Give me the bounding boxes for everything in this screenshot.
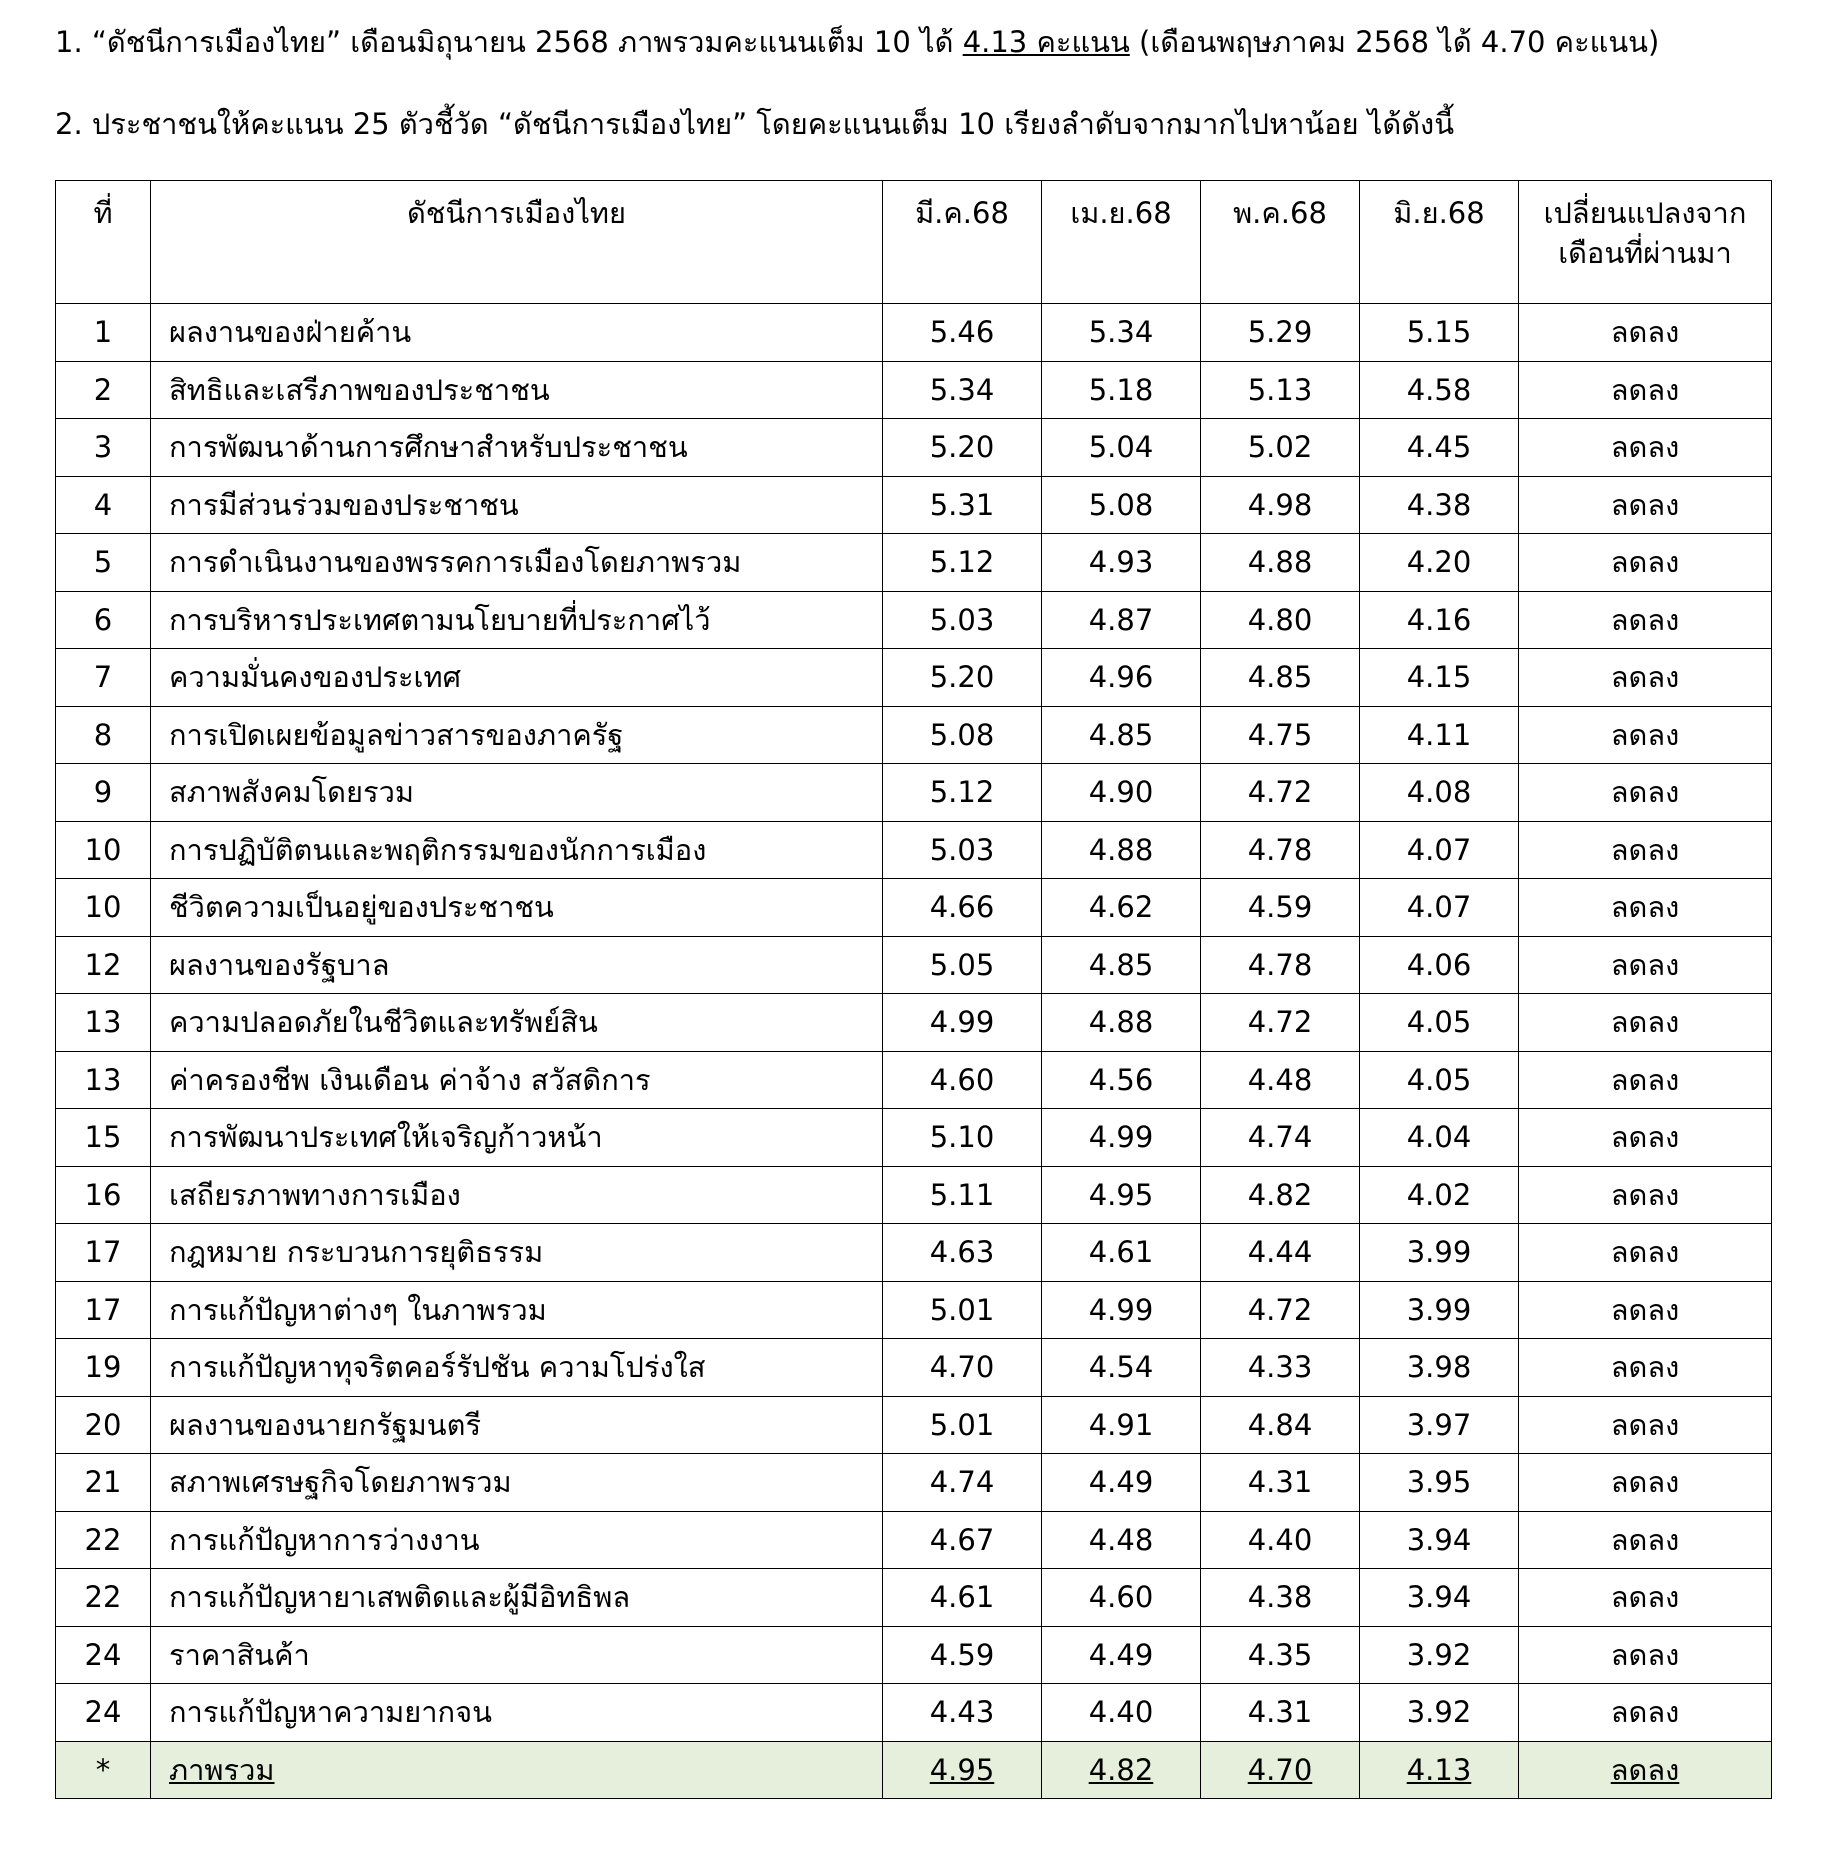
table-row: [56, 1569, 1772, 1627]
cell-mar: 4.59: [883, 1626, 1042, 1684]
cell-rank: 7: [56, 649, 151, 707]
total-cell-may-text: 4.70: [1247, 1752, 1313, 1787]
cell-jun: 4.58: [1360, 361, 1519, 419]
cell-rank: 24: [56, 1684, 151, 1742]
cell-jun: 4.20: [1360, 534, 1519, 592]
total-cell-rank-text: *: [95, 1752, 111, 1787]
header-change: [1519, 181, 1772, 304]
header-apr: เม.ย.68: [1042, 181, 1201, 304]
cell-mar: 5.01: [883, 1281, 1042, 1339]
politics-index-table: [55, 180, 1772, 1799]
cell-rank: 2: [56, 361, 151, 419]
cell-rank: 13: [56, 1051, 151, 1109]
cell-apr: 4.88: [1042, 821, 1201, 879]
cell-apr: 4.49: [1042, 1626, 1201, 1684]
table-row: [56, 764, 1772, 822]
table-row: [56, 1224, 1772, 1282]
table-row: [56, 994, 1772, 1052]
header-change-line-2: เดือนที่ผ่านมา: [1558, 236, 1732, 270]
cell-indicator: การแก้ปัญหายาเสพติดและผู้มีอิทธิพล: [151, 1569, 883, 1627]
cell-jun: 3.92: [1360, 1684, 1519, 1742]
cell-may: 4.85: [1201, 649, 1360, 707]
cell-apr: 4.56: [1042, 1051, 1201, 1109]
cell-rank: 3: [56, 419, 151, 477]
cell-indicator: การแก้ปัญหาทุจริตคอร์รัปชัน ความโปร่งใส: [151, 1339, 883, 1397]
cell-may: 4.80: [1201, 591, 1360, 649]
cell-mar: 4.61: [883, 1569, 1042, 1627]
cell-indicator: การแก้ปัญหาความยากจน: [151, 1684, 883, 1742]
table-row: [56, 419, 1772, 477]
table-row: [56, 591, 1772, 649]
cell-indicator: การดำเนินงานของพรรคการเมืองโดยภาพรวม: [151, 534, 883, 592]
cell-apr: 4.62: [1042, 879, 1201, 937]
cell-apr: 5.34: [1042, 304, 1201, 362]
cell-jun: 3.92: [1360, 1626, 1519, 1684]
header-may: พ.ค.68: [1201, 181, 1360, 304]
cell-change: ลดลง: [1519, 476, 1772, 534]
cell-indicator: ผลงานของฝ่ายค้าน: [151, 304, 883, 362]
cell-change: ลดลง: [1519, 1224, 1772, 1282]
table-total-row: [56, 1741, 1772, 1799]
cell-mar: 5.34: [883, 361, 1042, 419]
cell-rank: 17: [56, 1281, 151, 1339]
cell-indicator: ค่าครองชีพ เงินเดือน ค่าจ้าง สวัสดิการ: [151, 1051, 883, 1109]
cell-apr: 4.49: [1042, 1454, 1201, 1512]
intro-line-1-before: 1. “ดัชนีการเมืองไทย” เดือนมิถุนายน 2568 ภาพรวมคะแนนเต็ม 10 ได้: [55, 25, 963, 59]
intro-line-1: [55, 25, 1660, 59]
cell-change: ลดลง: [1519, 591, 1772, 649]
cell-change: ลดลง: [1519, 994, 1772, 1052]
cell-rank: 17: [56, 1224, 151, 1282]
cell-jun: 3.95: [1360, 1454, 1519, 1512]
cell-may: 4.98: [1201, 476, 1360, 534]
cell-rank: 22: [56, 1511, 151, 1569]
cell-rank: 10: [56, 821, 151, 879]
table-row: [56, 1051, 1772, 1109]
cell-apr: 4.85: [1042, 936, 1201, 994]
total-cell-change-text: ลดลง: [1610, 1752, 1680, 1787]
cell-apr: 5.04: [1042, 419, 1201, 477]
cell-may: 4.88: [1201, 534, 1360, 592]
cell-may: 4.72: [1201, 994, 1360, 1052]
cell-apr: 4.99: [1042, 1281, 1201, 1339]
table-row: [56, 534, 1772, 592]
cell-may: 4.48: [1201, 1051, 1360, 1109]
table-row: [56, 936, 1772, 994]
cell-may: 4.33: [1201, 1339, 1360, 1397]
cell-apr: 4.87: [1042, 591, 1201, 649]
cell-indicator: สิทธิและเสรีภาพของประชาชน: [151, 361, 883, 419]
cell-indicator: เสถียรภาพทางการเมือง: [151, 1166, 883, 1224]
cell-may: 4.59: [1201, 879, 1360, 937]
cell-rank: 16: [56, 1166, 151, 1224]
cell-change: ลดลง: [1519, 879, 1772, 937]
cell-change: ลดลง: [1519, 1396, 1772, 1454]
header-change-line-1: เปลี่ยนแปลงจาก: [1543, 196, 1747, 230]
total-cell-indicator: [151, 1741, 883, 1799]
cell-change: ลดลง: [1519, 1109, 1772, 1167]
cell-may: 4.72: [1201, 1281, 1360, 1339]
cell-apr: 5.18: [1042, 361, 1201, 419]
cell-apr: 4.95: [1042, 1166, 1201, 1224]
cell-change: ลดลง: [1519, 1281, 1772, 1339]
cell-rank: 4: [56, 476, 151, 534]
cell-may: 4.31: [1201, 1684, 1360, 1742]
cell-indicator: การบริหารประเทศตามนโยบายที่ประกาศไว้: [151, 591, 883, 649]
total-cell-mar-text: 4.95: [929, 1752, 995, 1787]
cell-mar: 4.60: [883, 1051, 1042, 1109]
header-jun: มิ.ย.68: [1360, 181, 1519, 304]
table-row: [56, 304, 1772, 362]
cell-jun: 4.05: [1360, 994, 1519, 1052]
cell-mar: 5.05: [883, 936, 1042, 994]
cell-indicator: ราคาสินค้า: [151, 1626, 883, 1684]
header-indicator: ดัชนีการเมืองไทย: [151, 181, 883, 304]
cell-may: 4.78: [1201, 821, 1360, 879]
cell-change: ลดลง: [1519, 1511, 1772, 1569]
cell-may: 5.02: [1201, 419, 1360, 477]
cell-jun: 4.11: [1360, 706, 1519, 764]
cell-indicator: การแก้ปัญหาต่างๆ ในภาพรวม: [151, 1281, 883, 1339]
cell-change: ลดลง: [1519, 1454, 1772, 1512]
cell-mar: 5.01: [883, 1396, 1042, 1454]
total-cell-rank: [56, 1741, 151, 1799]
cell-may: 4.40: [1201, 1511, 1360, 1569]
cell-mar: 5.10: [883, 1109, 1042, 1167]
cell-rank: 13: [56, 994, 151, 1052]
cell-indicator: สภาพเศรษฐกิจโดยภาพรวม: [151, 1454, 883, 1512]
cell-jun: 5.15: [1360, 304, 1519, 362]
cell-change: ลดลง: [1519, 706, 1772, 764]
cell-may: 4.75: [1201, 706, 1360, 764]
cell-mar: 4.99: [883, 994, 1042, 1052]
cell-change: ลดลง: [1519, 361, 1772, 419]
cell-indicator: สภาพสังคมโดยรวม: [151, 764, 883, 822]
cell-mar: 5.08: [883, 706, 1042, 764]
total-cell-indicator-text: ภาพรวม: [169, 1752, 275, 1787]
cell-mar: 4.66: [883, 879, 1042, 937]
cell-mar: 5.20: [883, 649, 1042, 707]
cell-may: 4.82: [1201, 1166, 1360, 1224]
cell-jun: 3.98: [1360, 1339, 1519, 1397]
table-row: [56, 1511, 1772, 1569]
cell-indicator: การปฏิบัติตนและพฤติกรรมของนักการเมือง: [151, 821, 883, 879]
cell-may: 5.29: [1201, 304, 1360, 362]
cell-rank: 20: [56, 1396, 151, 1454]
cell-rank: 10: [56, 879, 151, 937]
cell-mar: 5.12: [883, 534, 1042, 592]
cell-may: 4.35: [1201, 1626, 1360, 1684]
cell-apr: 4.61: [1042, 1224, 1201, 1282]
cell-mar: 5.11: [883, 1166, 1042, 1224]
cell-rank: 6: [56, 591, 151, 649]
cell-jun: 4.04: [1360, 1109, 1519, 1167]
header-rank: ที่: [56, 181, 151, 304]
cell-jun: 4.07: [1360, 879, 1519, 937]
cell-mar: 4.67: [883, 1511, 1042, 1569]
cell-mar: 5.03: [883, 591, 1042, 649]
cell-apr: 4.90: [1042, 764, 1201, 822]
table-row: [56, 1166, 1772, 1224]
cell-change: ลดลง: [1519, 1626, 1772, 1684]
table-row: [56, 706, 1772, 764]
total-cell-apr-text: 4.82: [1088, 1752, 1154, 1787]
total-cell-jun: [1360, 1741, 1519, 1799]
cell-rank: 24: [56, 1626, 151, 1684]
cell-apr: 4.88: [1042, 994, 1201, 1052]
table-row: [56, 649, 1772, 707]
cell-jun: 4.15: [1360, 649, 1519, 707]
cell-apr: 4.40: [1042, 1684, 1201, 1742]
cell-jun: 4.05: [1360, 1051, 1519, 1109]
cell-may: 4.84: [1201, 1396, 1360, 1454]
cell-rank: 22: [56, 1569, 151, 1627]
cell-apr: 5.08: [1042, 476, 1201, 534]
cell-change: ลดลง: [1519, 1684, 1772, 1742]
cell-change: ลดลง: [1519, 821, 1772, 879]
cell-change: ลดลง: [1519, 764, 1772, 822]
cell-indicator: การมีส่วนร่วมของประชาชน: [151, 476, 883, 534]
table-row: [56, 1339, 1772, 1397]
cell-mar: 5.31: [883, 476, 1042, 534]
cell-change: ลดลง: [1519, 1339, 1772, 1397]
cell-change: ลดลง: [1519, 419, 1772, 477]
cell-may: 4.44: [1201, 1224, 1360, 1282]
cell-indicator: กฎหมาย กระบวนการยุติธรรม: [151, 1224, 883, 1282]
cell-jun: 3.99: [1360, 1281, 1519, 1339]
table-row: [56, 476, 1772, 534]
total-cell-apr: [1042, 1741, 1201, 1799]
cell-mar: 5.46: [883, 304, 1042, 362]
cell-apr: 4.54: [1042, 1339, 1201, 1397]
cell-rank: 15: [56, 1109, 151, 1167]
cell-mar: 4.74: [883, 1454, 1042, 1512]
cell-may: 4.72: [1201, 764, 1360, 822]
intro-line-1-after: (เดือนพฤษภาคม 2568 ได้ 4.70 คะแนน): [1129, 25, 1660, 59]
cell-change: ลดลง: [1519, 534, 1772, 592]
cell-change: ลดลง: [1519, 936, 1772, 994]
cell-indicator: การเปิดเผยข้อมูลข่าวสารของภาครัฐ: [151, 706, 883, 764]
cell-apr: 4.85: [1042, 706, 1201, 764]
cell-jun: 4.38: [1360, 476, 1519, 534]
cell-indicator: ชีวิตความเป็นอยู่ของประชาชน: [151, 879, 883, 937]
cell-indicator: ผลงานของนายกรัฐมนตรี: [151, 1396, 883, 1454]
cell-rank: 9: [56, 764, 151, 822]
total-cell-may: [1201, 1741, 1360, 1799]
cell-rank: 8: [56, 706, 151, 764]
cell-apr: 4.96: [1042, 649, 1201, 707]
cell-rank: 1: [56, 304, 151, 362]
cell-may: 4.38: [1201, 1569, 1360, 1627]
table-row: [56, 1626, 1772, 1684]
cell-indicator: ความปลอดภัยในชีวิตและทรัพย์สิน: [151, 994, 883, 1052]
header-mar: มี.ค.68: [883, 181, 1042, 304]
cell-change: ลดลง: [1519, 1166, 1772, 1224]
cell-indicator: การพัฒนาประเทศให้เจริญก้าวหน้า: [151, 1109, 883, 1167]
intro-line-2: 2. ประชาชนให้คะแนน 25 ตัวชี้วัด “ดัชนีการเมืองไทย” โดยคะแนนเต็ม 10 เรียงลำดับจากมากไปหาน้อย ได้ดังนี้: [55, 107, 1455, 141]
table-header-row: [56, 181, 1772, 304]
cell-indicator: ความมั่นคงของประเทศ: [151, 649, 883, 707]
cell-mar: 4.70: [883, 1339, 1042, 1397]
cell-jun: 4.16: [1360, 591, 1519, 649]
cell-indicator: การแก้ปัญหาการว่างงาน: [151, 1511, 883, 1569]
cell-apr: 4.60: [1042, 1569, 1201, 1627]
cell-jun: 3.97: [1360, 1396, 1519, 1454]
cell-jun: 3.94: [1360, 1511, 1519, 1569]
cell-apr: 4.48: [1042, 1511, 1201, 1569]
overall-score: 4.13 คะแนน: [962, 25, 1130, 59]
cell-apr: 4.99: [1042, 1109, 1201, 1167]
cell-change: ลดลง: [1519, 1051, 1772, 1109]
cell-indicator: การพัฒนาด้านการศึกษาสำหรับประชาชน: [151, 419, 883, 477]
cell-jun: 3.99: [1360, 1224, 1519, 1282]
table-row: [56, 821, 1772, 879]
table-row: [56, 1684, 1772, 1742]
table-row: [56, 1396, 1772, 1454]
cell-rank: 19: [56, 1339, 151, 1397]
table-row: [56, 1454, 1772, 1512]
cell-apr: 4.91: [1042, 1396, 1201, 1454]
cell-may: 4.78: [1201, 936, 1360, 994]
table-row: [56, 1281, 1772, 1339]
cell-change: ลดลง: [1519, 304, 1772, 362]
cell-rank: 5: [56, 534, 151, 592]
cell-mar: 5.03: [883, 821, 1042, 879]
cell-indicator: ผลงานของรัฐบาล: [151, 936, 883, 994]
cell-rank: 12: [56, 936, 151, 994]
cell-change: ลดลง: [1519, 649, 1772, 707]
cell-mar: 4.43: [883, 1684, 1042, 1742]
cell-mar: 4.63: [883, 1224, 1042, 1282]
total-cell-jun-text: 4.13: [1406, 1752, 1472, 1787]
table-row: [56, 1109, 1772, 1167]
cell-mar: 5.20: [883, 419, 1042, 477]
cell-may: 5.13: [1201, 361, 1360, 419]
total-cell-change: [1519, 1741, 1772, 1799]
cell-jun: 3.94: [1360, 1569, 1519, 1627]
cell-change: ลดลง: [1519, 1569, 1772, 1627]
table-row: [56, 879, 1772, 937]
cell-jun: 4.08: [1360, 764, 1519, 822]
total-cell-mar: [883, 1741, 1042, 1799]
cell-mar: 5.12: [883, 764, 1042, 822]
cell-jun: 4.06: [1360, 936, 1519, 994]
cell-jun: 4.45: [1360, 419, 1519, 477]
cell-rank: 21: [56, 1454, 151, 1512]
cell-apr: 4.93: [1042, 534, 1201, 592]
cell-jun: 4.07: [1360, 821, 1519, 879]
table-row: [56, 361, 1772, 419]
cell-may: 4.74: [1201, 1109, 1360, 1167]
cell-jun: 4.02: [1360, 1166, 1519, 1224]
cell-may: 4.31: [1201, 1454, 1360, 1512]
